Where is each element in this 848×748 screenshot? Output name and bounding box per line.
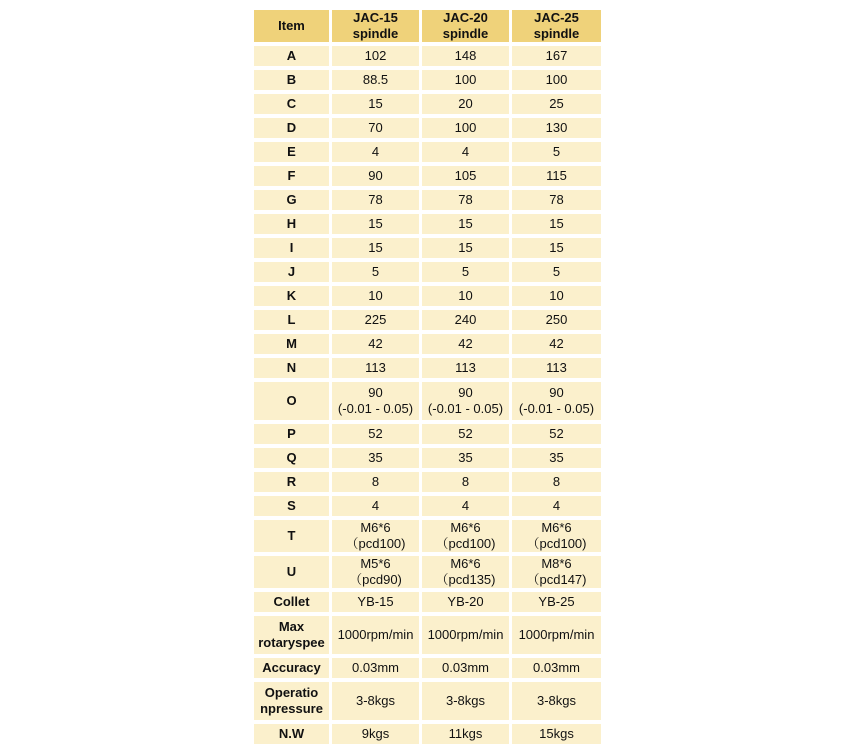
value-cell xyxy=(422,382,509,420)
row-label: L xyxy=(254,310,329,330)
value-cell: 42 xyxy=(512,334,601,354)
value-cell: 78 xyxy=(422,190,509,210)
value-cell: 4 xyxy=(422,496,509,516)
row-label: U xyxy=(254,556,329,588)
table-row xyxy=(254,724,601,744)
value-cell: 15 xyxy=(512,214,601,234)
table-row xyxy=(254,310,601,330)
value-cell: 15 xyxy=(422,238,509,258)
value-cell: 8 xyxy=(332,472,419,492)
value-cell: 4 xyxy=(512,496,601,516)
row-label: T xyxy=(254,520,329,552)
value-cell: 35 xyxy=(422,448,509,468)
table-row xyxy=(254,616,601,654)
value-cell: 5 xyxy=(512,262,601,282)
value-cell: 105 xyxy=(422,166,509,186)
value-cell: YB-25 xyxy=(512,592,601,612)
row-label: G xyxy=(254,190,329,210)
value-cell: 25 xyxy=(512,94,601,114)
value-cell: YB-20 xyxy=(422,592,509,612)
table-row xyxy=(254,472,601,492)
header-jac25: JAC-25 spindle xyxy=(512,10,601,42)
value-cell: 115 xyxy=(512,166,601,186)
value-cell: 113 xyxy=(332,358,419,378)
value-cell: 148 xyxy=(422,46,509,66)
value-cell: 52 xyxy=(332,424,419,444)
value-cell: 78 xyxy=(512,190,601,210)
table-row xyxy=(254,448,601,468)
row-label: Collet xyxy=(254,592,329,612)
row-label: A xyxy=(254,46,329,66)
row-label xyxy=(254,616,329,654)
row-label: I xyxy=(254,238,329,258)
value-cell: 225 xyxy=(332,310,419,330)
value-cell: 130 xyxy=(512,118,601,138)
value-cell: 15 xyxy=(332,94,419,114)
value-cell xyxy=(332,382,419,420)
table-row xyxy=(254,682,601,720)
value-cell: 0.03mm xyxy=(332,658,419,678)
value-cell: 8 xyxy=(512,472,601,492)
table-row xyxy=(254,496,601,516)
value-cell: 5 xyxy=(332,262,419,282)
value-cell: M6*6（pcd100) xyxy=(422,520,509,552)
value-cell: 9kgs xyxy=(332,724,419,744)
value-cell: 4 xyxy=(332,496,419,516)
value-cell: 42 xyxy=(422,334,509,354)
row-label: Accuracy xyxy=(254,658,329,678)
value-cell: 1000rpm/min xyxy=(512,616,601,654)
value-cell: 1000rpm/min xyxy=(332,616,419,654)
value-cell: 100 xyxy=(422,118,509,138)
value-cell-line: 90 xyxy=(549,385,564,400)
header-item: Item xyxy=(254,10,329,42)
table-row xyxy=(254,118,601,138)
value-cell: 10 xyxy=(422,286,509,306)
value-cell: 5 xyxy=(512,142,601,162)
value-cell: 42 xyxy=(332,334,419,354)
row-label-line: Operatio xyxy=(264,685,319,700)
value-cell-line: (-0.01 - 0.05) xyxy=(518,401,595,416)
value-cell: 5 xyxy=(422,262,509,282)
table-body xyxy=(254,46,601,744)
value-cell: M6*6（pcd100) xyxy=(332,520,419,552)
table-row xyxy=(254,46,601,66)
value-cell: M5*6（pcd90) xyxy=(332,556,419,588)
value-cell: YB-15 xyxy=(332,592,419,612)
table-row xyxy=(254,166,601,186)
table-row xyxy=(254,658,601,678)
value-cell: M6*6（pcd100) xyxy=(512,520,601,552)
value-cell: 10 xyxy=(512,286,601,306)
table-row xyxy=(254,214,601,234)
value-cell: 78 xyxy=(332,190,419,210)
value-cell: 0.03mm xyxy=(422,658,509,678)
table-row xyxy=(254,286,601,306)
row-label: K xyxy=(254,286,329,306)
value-cell: 113 xyxy=(512,358,601,378)
value-cell: 102 xyxy=(332,46,419,66)
value-cell: 35 xyxy=(332,448,419,468)
value-cell: 15 xyxy=(332,238,419,258)
row-label: C xyxy=(254,94,329,114)
table-row xyxy=(254,262,601,282)
table-row xyxy=(254,556,601,588)
value-cell: 100 xyxy=(422,70,509,90)
value-cell xyxy=(512,382,601,420)
table-row xyxy=(254,520,601,552)
value-cell: 167 xyxy=(512,46,601,66)
value-cell: 1000rpm/min xyxy=(422,616,509,654)
table-row xyxy=(254,592,601,612)
table-row xyxy=(254,238,601,258)
row-label: B xyxy=(254,70,329,90)
value-cell: 8 xyxy=(422,472,509,492)
value-cell: 4 xyxy=(422,142,509,162)
value-cell-line: (-0.01 - 0.05) xyxy=(337,401,414,416)
row-label: N.W xyxy=(254,724,329,744)
table-row xyxy=(254,70,601,90)
value-cell: 20 xyxy=(422,94,509,114)
value-cell: 35 xyxy=(512,448,601,468)
row-label-line: rotaryspee xyxy=(258,635,325,650)
table-row xyxy=(254,334,601,354)
row-label: J xyxy=(254,262,329,282)
value-cell: 88.5 xyxy=(332,70,419,90)
value-cell-line: 90 xyxy=(458,385,473,400)
value-cell: 250 xyxy=(512,310,601,330)
row-label: F xyxy=(254,166,329,186)
value-cell: 15kgs xyxy=(512,724,601,744)
value-cell: 15 xyxy=(332,214,419,234)
table-row xyxy=(254,382,601,420)
value-cell: 52 xyxy=(512,424,601,444)
row-label: E xyxy=(254,142,329,162)
value-cell: 3-8kgs xyxy=(512,682,601,720)
row-label-line: npressure xyxy=(260,701,323,716)
row-label: H xyxy=(254,214,329,234)
value-cell: 113 xyxy=(422,358,509,378)
value-cell: 0.03mm xyxy=(512,658,601,678)
table-row xyxy=(254,424,601,444)
value-cell: M8*6（pcd147) xyxy=(512,556,601,588)
value-cell: 15 xyxy=(422,214,509,234)
spec-table xyxy=(251,6,604,748)
value-cell: 90 xyxy=(332,166,419,186)
table-row xyxy=(254,190,601,210)
value-cell-line: (-0.01 - 0.05) xyxy=(427,401,504,416)
row-label-line: Max xyxy=(278,619,305,634)
value-cell: 11kgs xyxy=(422,724,509,744)
header-jac20: JAC-20 spindle xyxy=(422,10,509,42)
row-label: N xyxy=(254,358,329,378)
row-label: O xyxy=(254,382,329,420)
table-row xyxy=(254,358,601,378)
value-cell-line: 90 xyxy=(368,385,383,400)
header-jac15: JAC-15 spindle xyxy=(332,10,419,42)
value-cell: 15 xyxy=(512,238,601,258)
value-cell: 100 xyxy=(512,70,601,90)
value-cell: M6*6（pcd135) xyxy=(422,556,509,588)
value-cell: 10 xyxy=(332,286,419,306)
row-label: D xyxy=(254,118,329,138)
value-cell: 70 xyxy=(332,118,419,138)
row-label: S xyxy=(254,496,329,516)
value-cell: 52 xyxy=(422,424,509,444)
table-row xyxy=(254,142,601,162)
row-label: M xyxy=(254,334,329,354)
table-row xyxy=(254,94,601,114)
value-cell: 3-8kgs xyxy=(422,682,509,720)
row-label: R xyxy=(254,472,329,492)
row-label: P xyxy=(254,424,329,444)
value-cell: 4 xyxy=(332,142,419,162)
header-row xyxy=(254,10,601,42)
row-label: Q xyxy=(254,448,329,468)
value-cell: 240 xyxy=(422,310,509,330)
value-cell: 3-8kgs xyxy=(332,682,419,720)
row-label xyxy=(254,682,329,720)
